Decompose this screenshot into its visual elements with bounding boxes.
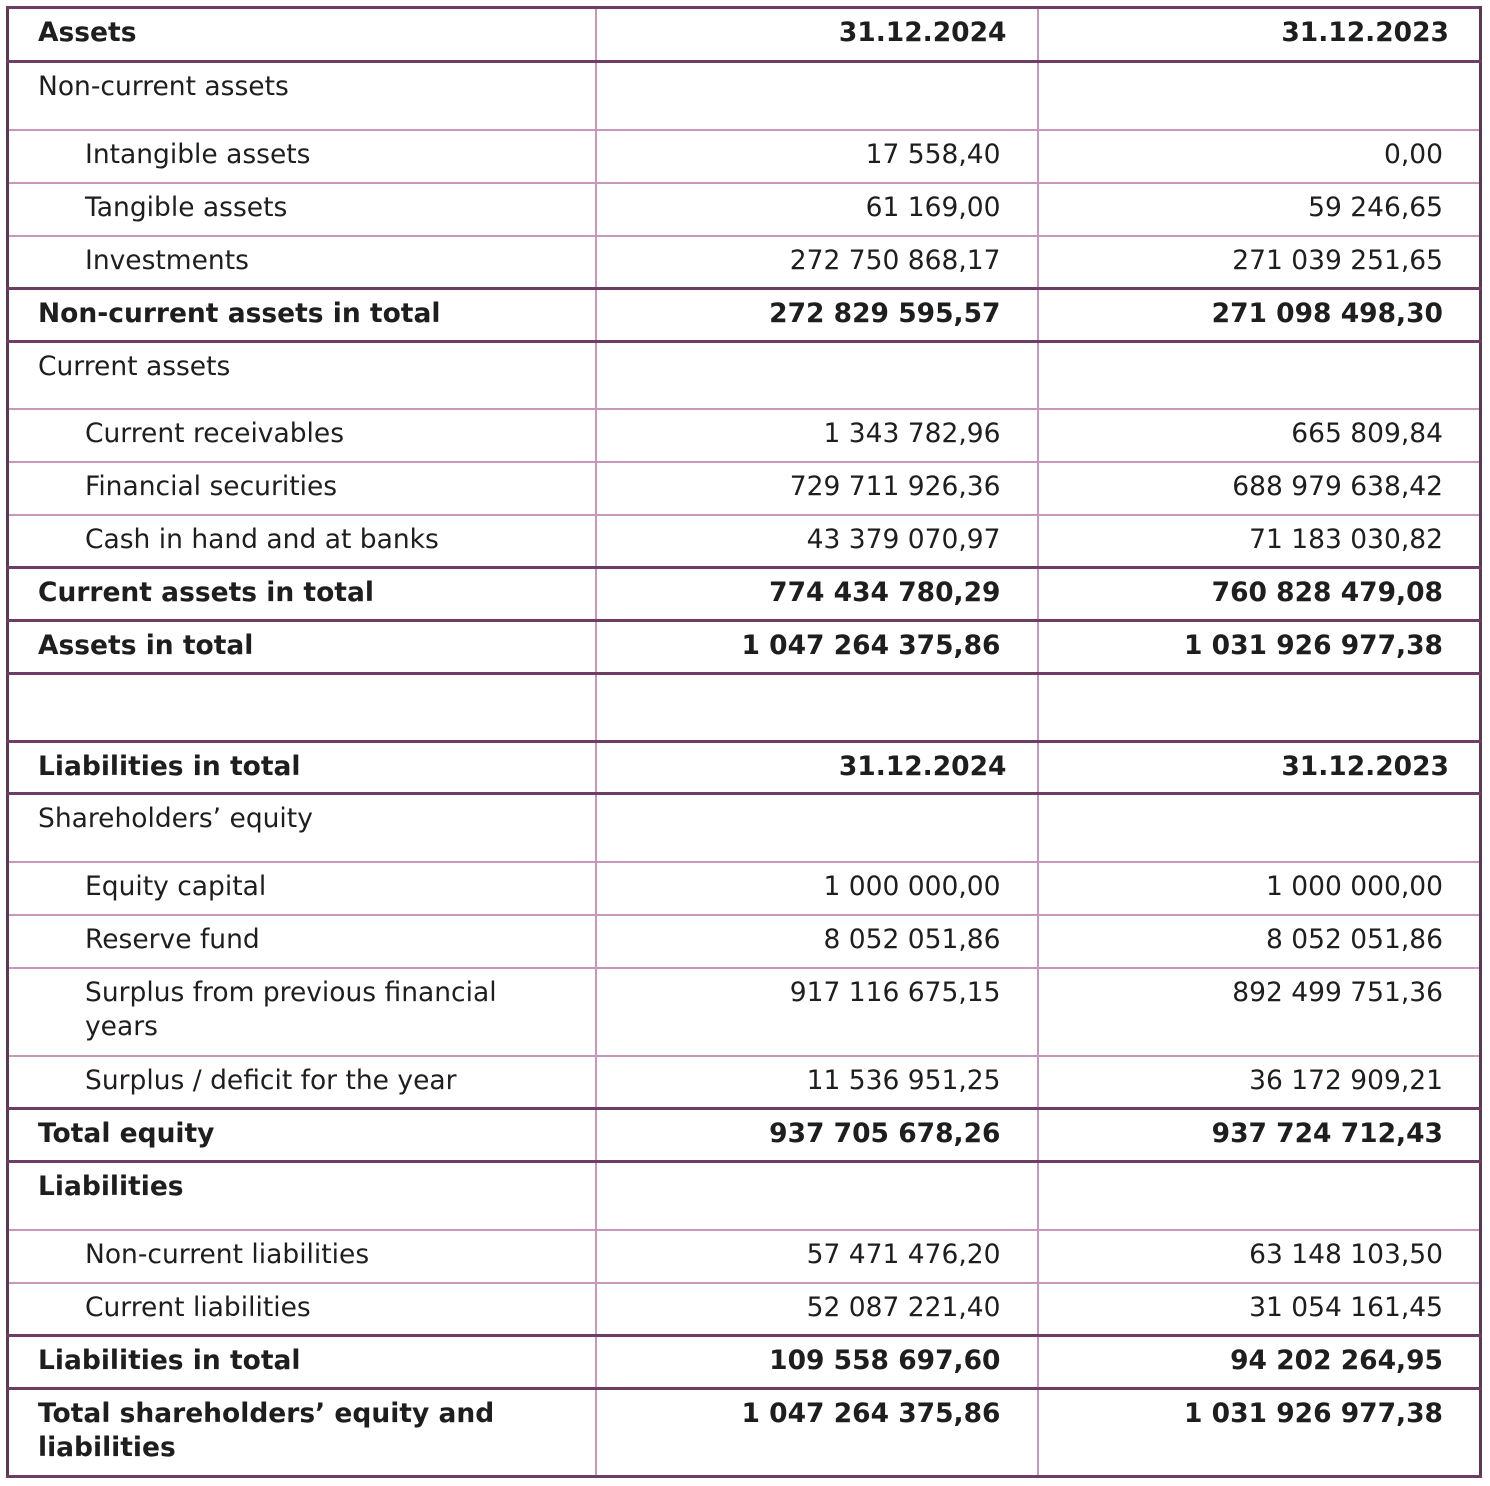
liabilities-header-row <box>8 742 1481 794</box>
value-2024: 729 711 926,36 <box>596 462 1038 515</box>
table-row <box>8 515 1481 568</box>
balance-sheet-table <box>6 6 1482 1478</box>
grand-total-2024: 1 047 264 375,86 <box>596 1389 1038 1477</box>
empty-cell <box>1038 342 1481 409</box>
liabilities-header-label: Liabilities in total <box>8 742 596 794</box>
empty-cell <box>596 674 1038 742</box>
empty-cell <box>8 674 596 742</box>
row-label: Current receivables <box>8 409 596 462</box>
value-2024: 1 343 782,96 <box>596 409 1038 462</box>
table-row <box>8 1283 1481 1336</box>
table-row <box>8 236 1481 289</box>
grand-total-label: Total shareholders’ equity and liabilities <box>8 1389 596 1477</box>
total-row-current-assets <box>8 568 1481 621</box>
empty-cell <box>1038 1162 1481 1230</box>
liabilities-header-2023: 31.12.2023 <box>1038 742 1481 794</box>
total-2024: 1 047 264 375,86 <box>596 621 1038 674</box>
total-2023: 1 031 926 977,38 <box>1038 621 1481 674</box>
table-row <box>8 1056 1481 1109</box>
total-2023: 94 202 264,95 <box>1038 1336 1481 1389</box>
table-row <box>8 915 1481 968</box>
value-2024: 57 471 476,20 <box>596 1230 1038 1283</box>
total-2024: 937 705 678,26 <box>596 1109 1038 1162</box>
empty-cell <box>1038 674 1481 742</box>
total-label: Liabilities in total <box>8 1336 596 1389</box>
value-2024: 61 169,00 <box>596 183 1038 236</box>
total-row-assets <box>8 621 1481 674</box>
row-label: Cash in hand and at banks <box>8 515 596 568</box>
grand-total-2023: 1 031 926 977,38 <box>1038 1389 1481 1477</box>
value-2024: 1 000 000,00 <box>596 862 1038 915</box>
value-2023: 63 148 103,50 <box>1038 1230 1481 1283</box>
empty-cell <box>596 62 1038 130</box>
total-row-non-current-assets <box>8 289 1481 342</box>
empty-cell <box>596 342 1038 409</box>
value-2023: 59 246,65 <box>1038 183 1481 236</box>
total-label: Non-current assets in total <box>8 289 596 342</box>
total-2024: 109 558 697,60 <box>596 1336 1038 1389</box>
section-label: Non-current assets <box>8 62 596 130</box>
total-row-equity <box>8 1109 1481 1162</box>
value-2023: 688 979 638,42 <box>1038 462 1481 515</box>
table-row <box>8 462 1481 515</box>
section-label: Current assets <box>8 342 596 409</box>
total-label: Assets in total <box>8 621 596 674</box>
value-2024: 52 087 221,40 <box>596 1283 1038 1336</box>
table-row <box>8 130 1481 183</box>
row-label: Reserve fund <box>8 915 596 968</box>
row-label: Equity capital <box>8 862 596 915</box>
row-label: Intangible assets <box>8 130 596 183</box>
value-2023: 31 054 161,45 <box>1038 1283 1481 1336</box>
value-2024: 17 558,40 <box>596 130 1038 183</box>
section-row-shareholders-equity <box>8 794 1481 862</box>
section-label: Shareholders’ equity <box>8 794 596 862</box>
row-label: Investments <box>8 236 596 289</box>
value-2023: 8 052 051,86 <box>1038 915 1481 968</box>
row-label: Financial securities <box>8 462 596 515</box>
assets-header-2024: 31.12.2024 <box>596 8 1038 62</box>
total-2023: 271 098 498,30 <box>1038 289 1481 342</box>
value-2023: 1 000 000,00 <box>1038 862 1481 915</box>
spacer-row <box>8 674 1481 742</box>
section-row-non-current-assets <box>8 62 1481 130</box>
value-2024: 11 536 951,25 <box>596 1056 1038 1109</box>
empty-cell <box>596 794 1038 862</box>
value-2024: 8 052 051,86 <box>596 915 1038 968</box>
value-2023: 71 183 030,82 <box>1038 515 1481 568</box>
assets-header-row <box>8 8 1481 62</box>
total-label: Total equity <box>8 1109 596 1162</box>
value-2024: 272 750 868,17 <box>596 236 1038 289</box>
table-row <box>8 409 1481 462</box>
value-2023: 36 172 909,21 <box>1038 1056 1481 1109</box>
empty-cell <box>596 1162 1038 1230</box>
liabilities-header-2024: 31.12.2024 <box>596 742 1038 794</box>
total-2023: 937 724 712,43 <box>1038 1109 1481 1162</box>
table-row <box>8 968 1481 1056</box>
row-label: Surplus / deficit for the year <box>8 1056 596 1109</box>
table-row <box>8 1230 1481 1283</box>
row-label: Tangible assets <box>8 183 596 236</box>
value-2023: 665 809,84 <box>1038 409 1481 462</box>
assets-header-label: Assets <box>8 8 596 62</box>
total-2023: 760 828 479,08 <box>1038 568 1481 621</box>
empty-cell <box>1038 794 1481 862</box>
value-2023: 892 499 751,36 <box>1038 968 1481 1056</box>
row-label: Current liabilities <box>8 1283 596 1336</box>
empty-cell <box>1038 62 1481 130</box>
value-2023: 271 039 251,65 <box>1038 236 1481 289</box>
value-2023: 0,00 <box>1038 130 1481 183</box>
section-row-current-assets <box>8 342 1481 409</box>
grand-total-row <box>8 1389 1481 1477</box>
total-label: Current assets in total <box>8 568 596 621</box>
value-2024: 43 379 070,97 <box>596 515 1038 568</box>
row-label: Non-current liabilities <box>8 1230 596 1283</box>
assets-header-2023: 31.12.2023 <box>1038 8 1481 62</box>
table-row <box>8 862 1481 915</box>
total-2024: 272 829 595,57 <box>596 289 1038 342</box>
total-2024: 774 434 780,29 <box>596 568 1038 621</box>
value-2024: 917 116 675,15 <box>596 968 1038 1056</box>
row-label: Surplus from previous financial years <box>8 968 596 1056</box>
total-row-liabilities <box>8 1336 1481 1389</box>
section-row-liabilities <box>8 1162 1481 1230</box>
table-row <box>8 183 1481 236</box>
section-label: Liabilities <box>8 1162 596 1230</box>
